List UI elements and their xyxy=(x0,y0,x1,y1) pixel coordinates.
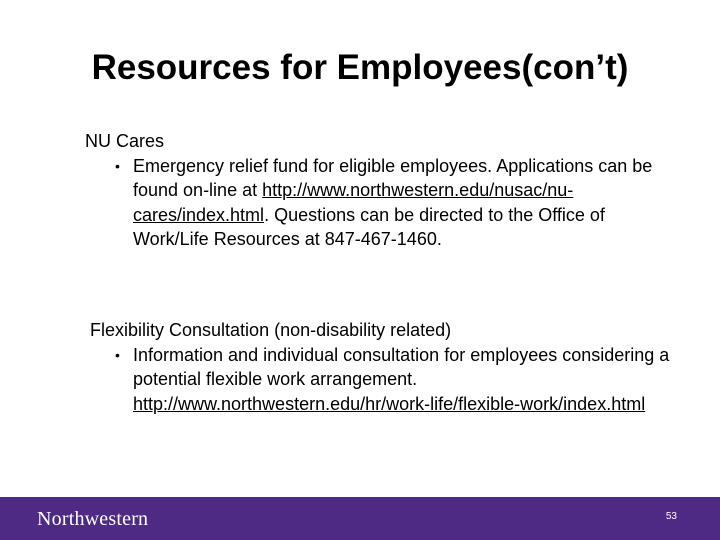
footer-bar xyxy=(0,497,720,540)
bullet-text: Information and individual consultation for employees considering a potential flexible work arrangement. xyxy=(133,344,670,389)
bullet-dot-icon: • xyxy=(115,157,120,174)
bullet-item xyxy=(90,343,690,417)
bullet-text: Emergency relief fund for eligible employees. Applications can be found on-line at xyxy=(133,155,653,200)
page-number: 53 xyxy=(665,511,677,522)
northwestern-logo: Northwestern xyxy=(37,508,149,530)
section-flexibility-consultation xyxy=(90,318,690,416)
nu-cares-link[interactable]: http://www.northwestern.edu/nusac/nu-cares/index.html xyxy=(133,180,574,225)
section-heading: NU Cares xyxy=(85,131,165,151)
bullet-item xyxy=(85,154,685,252)
section-heading: Flexibility Consultation (non-disability related) xyxy=(90,320,452,340)
bullet-dot-icon: • xyxy=(115,346,120,363)
bullet-text-after: . Questions can be directed to the Office of Work/Life Resources at 847-467-1460. xyxy=(133,204,605,249)
section-nu-cares xyxy=(85,129,685,252)
flexible-work-link[interactable]: http://www.northwestern.edu/hr/work-life/flexible-work/index.html xyxy=(133,393,646,414)
slide-title: Resources for Employees(con’t) xyxy=(91,48,629,87)
